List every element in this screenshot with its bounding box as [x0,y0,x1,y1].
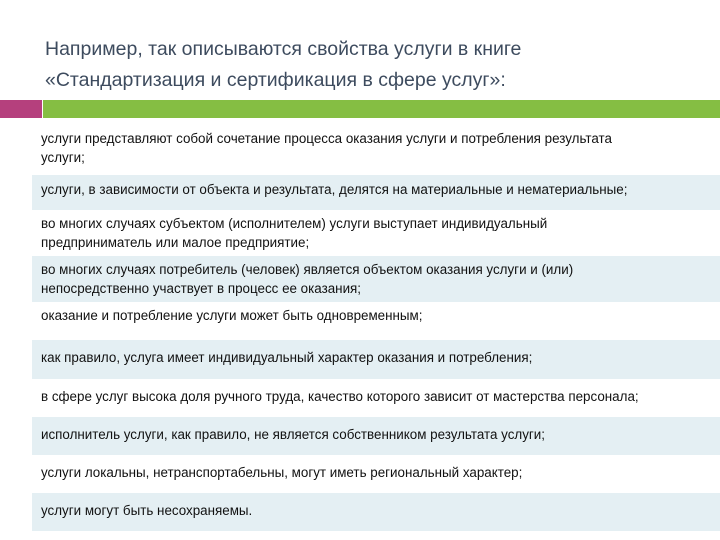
row-text: исполнитель услуги, как правило, не является собственником результата услуги; [41,427,545,442]
row-text: в сфере услуг высока доля ручного труда, качество которого зависит от мастерства персонала; [41,389,639,404]
slide-title [45,34,705,96]
table-row [32,379,720,417]
table-row [32,417,720,455]
row-text: услуги представляют собой сочетание процесса оказания услуги и потребления результата [41,131,612,146]
table-row [32,256,720,302]
title-line-2: «Стандартизация и сертификация в сфере услуг»: [45,69,506,91]
table-row [32,302,720,340]
row-text: услуги локальны, нетранспортабельны, могут иметь региональный характер; [41,465,523,480]
row-text: предприниматель или малое предприятие; [41,235,310,250]
row-text: как правило, услуга имеет индивидуальный характер оказания и потребления; [41,350,533,365]
properties-table [32,124,720,531]
table-row [32,124,720,175]
table-row [32,175,720,210]
table-row [32,340,720,379]
row-text: услуги могут быть несохраняемы. [41,503,253,518]
row-text: оказание и потребление услуги может быть одновременным; [41,308,423,323]
row-text: услуги, в зависимости от объекта и результата, делятся на материальные и нематериальные; [41,182,628,197]
accent-bar-green [43,100,720,118]
row-text: непосредственно участвует в процесс ее оказания; [41,281,362,296]
row-text: услуги; [41,150,85,165]
row-text: во многих случаях субъектом (исполнителем) услуги выступает индивидуальный [41,216,548,231]
table-row [32,493,720,531]
table-row [32,210,720,256]
accent-bar-magenta [0,100,42,118]
table-row [32,455,720,493]
title-line-1: Например, так описываются свойства услуги в книге [45,38,522,60]
row-text: во многих случаях потребитель (человек) является объектом оказания услуги и (или) [41,262,574,277]
